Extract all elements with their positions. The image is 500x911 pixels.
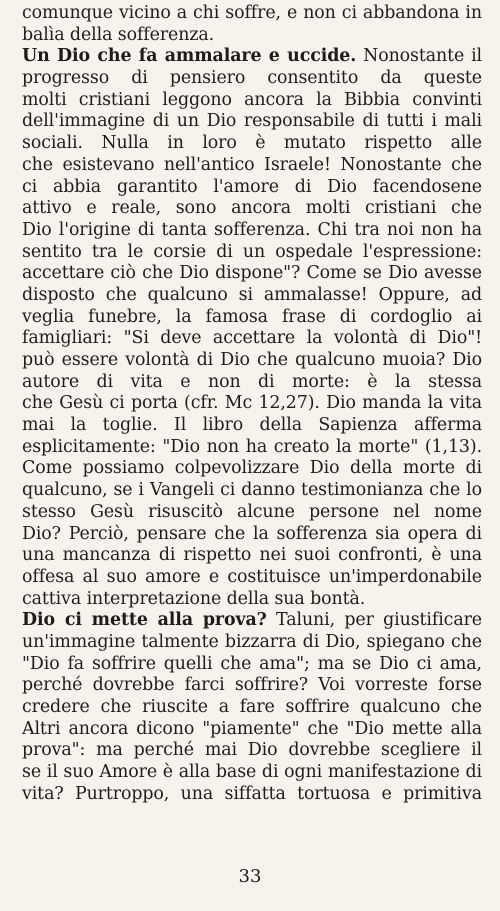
text-line (22, 372, 482, 394)
line-text: progresso di pensiero consentito da queste (22, 68, 482, 89)
text-line (22, 68, 482, 90)
text-line (22, 198, 482, 220)
line-text: stesso Gesù risuscitò alcune persone nel nome (22, 501, 482, 522)
text-line (22, 307, 482, 329)
line-text: Taluni, per giustificare (266, 610, 482, 631)
text-line (22, 3, 482, 25)
line-text: "Dio fa soffrire quelli che ama"; ma se Dio ci ama, (22, 653, 482, 674)
text-line (22, 675, 482, 697)
text-line (22, 437, 482, 459)
page-number: 33 (238, 866, 262, 887)
text-line (22, 133, 482, 155)
text-line (22, 740, 482, 762)
text-line (22, 285, 482, 307)
line-text: una mancanza di rispetto nei suoi confronti, è una (22, 545, 482, 566)
text-line (22, 350, 482, 372)
line-text: che Gesù ci porta (cfr. Mc 12,27). Dio manda la vita (22, 393, 482, 414)
text-line (22, 458, 482, 480)
line-text: qualcuno, se i Vangeli ci danno testimonianza che lo (22, 480, 482, 501)
line-text: mai la toglie. Il libro della Sapienza afferma (22, 415, 482, 436)
text-line (22, 480, 482, 502)
text-line (22, 632, 482, 654)
section-heading: Un Dio che fa ammalare e uccide. (22, 46, 357, 67)
line-text: un'immagine talmente bizzarra di Dio, spiegano che (22, 631, 482, 652)
text-line (22, 589, 482, 611)
line-text: attivo e reale, sono ancora molti cristiani che (22, 198, 482, 219)
line-text: Come possiamo colpevolizzare Dio della morte di (22, 458, 482, 479)
text-line (22, 697, 482, 719)
text-line (22, 524, 482, 546)
line-text: esplicitamente: "Dio non ha creato la morte" (1,13). (22, 436, 482, 457)
text-line (22, 111, 482, 133)
text-line (22, 242, 482, 264)
line-text: può essere volontà di Dio che qualcuno muoia? Dio (22, 350, 482, 370)
line-text: balìa della sofferenza. (22, 24, 215, 45)
line-text: offesa al suo amore e costituisce un'imperdonabile (22, 566, 482, 587)
text-line (22, 784, 482, 806)
line-text: Dio l'origine di tanta sofferenza. Chi tra noi non ha (22, 219, 482, 240)
line-text: disposto che qualcuno si ammalasse! Oppure, ad (22, 284, 482, 305)
line-text: dell'immagine di un Dio responsabile di tutti i mali (22, 111, 482, 132)
line-text: Nonostante il (356, 46, 482, 67)
line-text: comunque vicino a chi soffre, e non ci abbandona in (22, 3, 482, 23)
line-text: veglia funebre, la famosa frase di cordoglio ai (22, 306, 482, 327)
line-text: vita? Purtroppo, una siffatta tortuosa e primitiva (22, 783, 482, 804)
text-line (22, 545, 482, 567)
section-heading: Dio ci mette alla prova? (22, 610, 267, 631)
text-line (22, 415, 482, 437)
text-line (22, 719, 482, 741)
section-heading-line (22, 610, 482, 632)
line-text: cattiva interpretazione della sua bontà. (22, 588, 366, 609)
text-line (22, 155, 482, 177)
line-text: ci abbia garantito l'amore di Dio facendosene (22, 176, 482, 197)
line-text: sentito tra le corsie di un ospedale l'espressione: (22, 241, 482, 262)
text-line (22, 654, 482, 676)
line-text: famigliari: "Si deve accettare la volontà di Dio"! (22, 328, 482, 349)
line-text: che esistevano nell'antico Israele! Nonostante che (22, 154, 482, 175)
body-text (22, 3, 482, 805)
text-line (22, 567, 482, 589)
line-text: autore di vita e non di morte: è la stessa (22, 371, 482, 392)
text-line (22, 25, 482, 47)
line-text: perché dovrebbe farci soffrire? Voi vorreste forse (22, 675, 482, 696)
text-line (22, 263, 482, 285)
text-line (22, 393, 482, 415)
text-line (22, 90, 482, 112)
line-text: sociali. Nulla in loro è mutato rispetto alle (22, 133, 482, 154)
line-text: se il suo Amore è alla base di ogni manifestazione di (22, 762, 482, 783)
line-text: credere che riuscite a fare soffrire qualcuno che (22, 697, 482, 717)
text-line (22, 177, 482, 199)
line-text: Dio? Perciò, pensare che la sofferenza sia opera di (22, 523, 482, 544)
line-text: accettare ciò che Dio dispone"? Come se Dio avesse (22, 263, 482, 284)
line-text: Altri ancora dicono "piamente" che "Dio mette alla (22, 718, 482, 739)
text-line (22, 220, 482, 242)
text-line (22, 762, 482, 784)
line-text: prova": ma perché mai Dio dovrebbe scegliere il (22, 740, 482, 761)
text-line (22, 328, 482, 350)
line-text: molti cristiani leggono ancora la Bibbia convinti (22, 89, 482, 110)
text-line (22, 502, 482, 524)
section-heading-line (22, 46, 482, 68)
